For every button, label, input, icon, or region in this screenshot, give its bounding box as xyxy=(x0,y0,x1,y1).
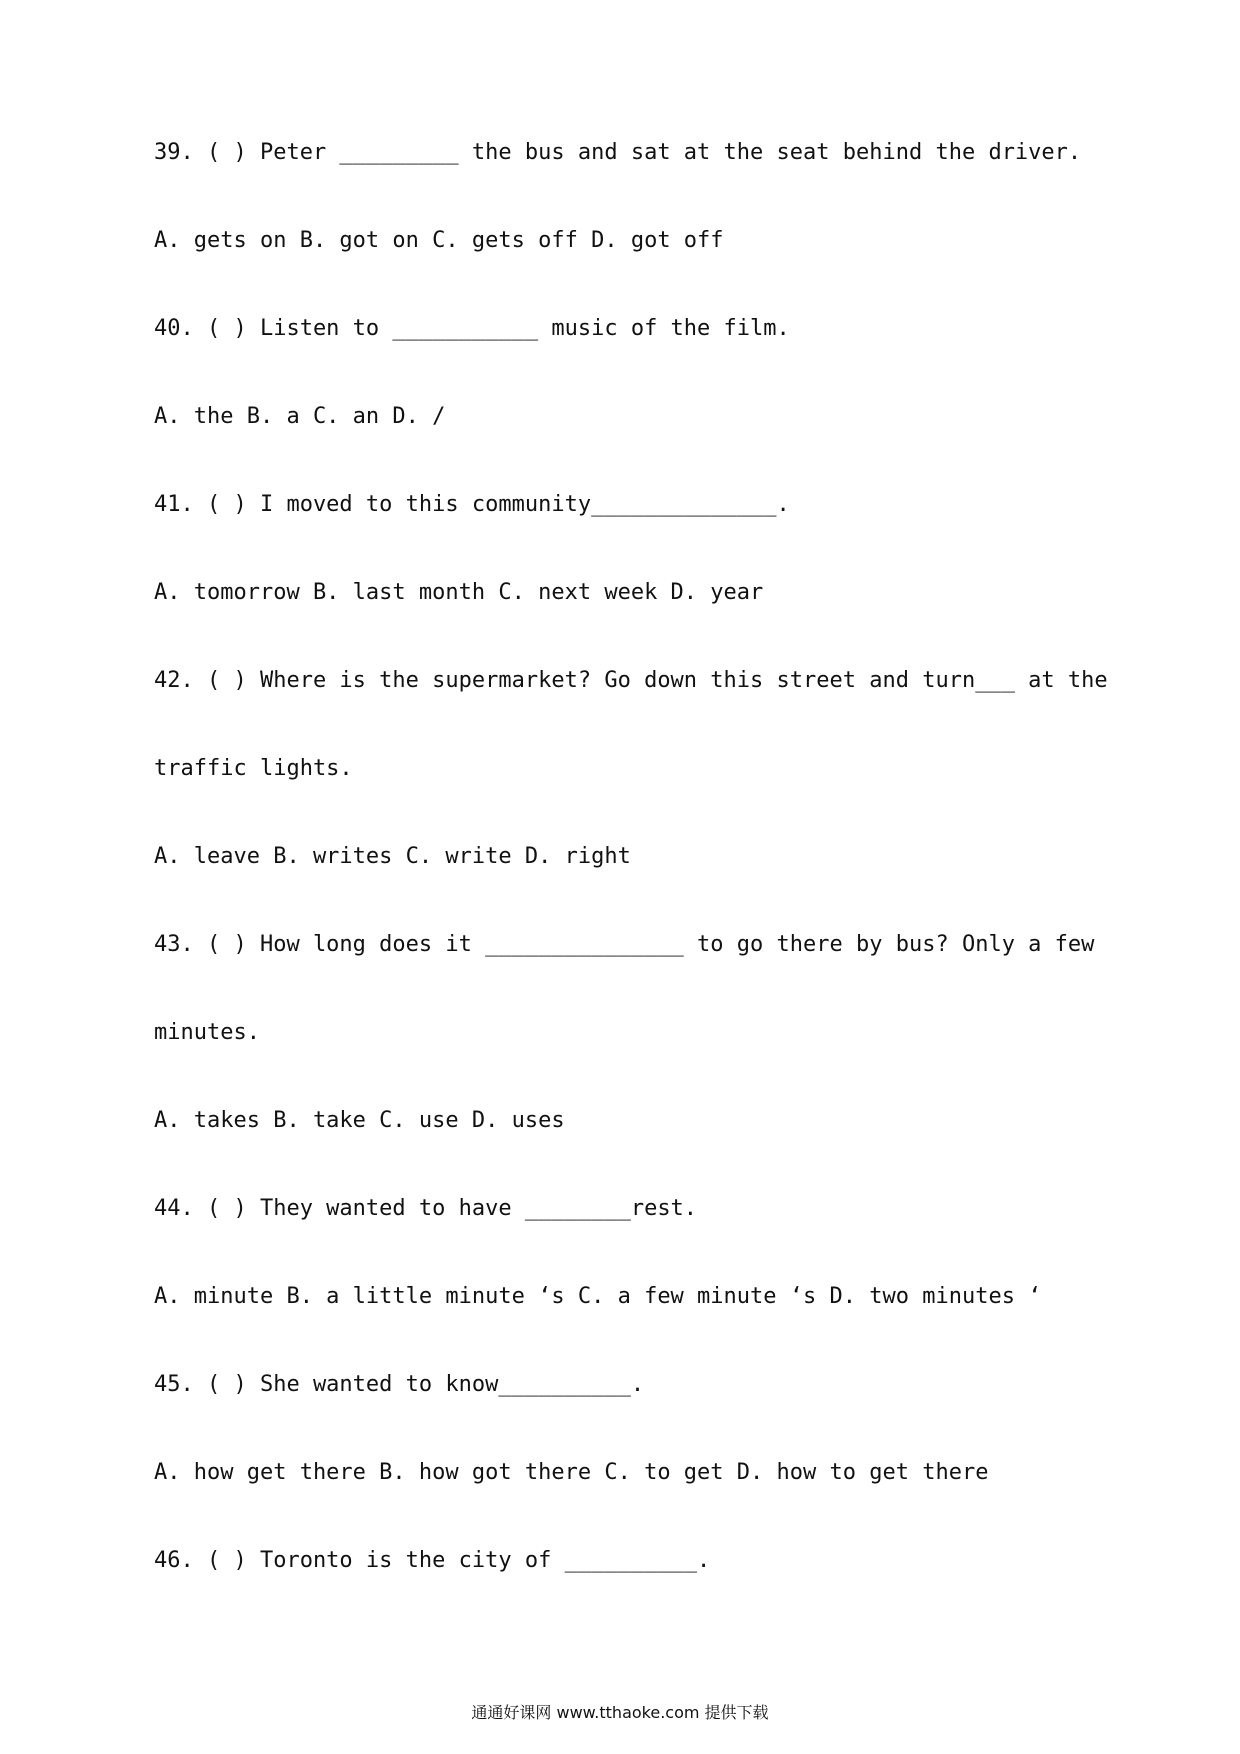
options-42: A. leave B. writes C. write D. right xyxy=(154,844,631,869)
question-42: 42. ( ) Where is the supermarket? Go down this street and turn___ at the xyxy=(154,668,1108,693)
question-41: 41. ( ) I moved to this community______________. xyxy=(154,492,790,517)
question-44: 44. ( ) They wanted to have ________rest. xyxy=(154,1196,698,1221)
question-46: 46. ( ) Toronto is the city of __________. xyxy=(154,1548,711,1573)
options-44: A. minute B. a little minute ‘s C. a few minute ‘s D. two minutes ‘ xyxy=(154,1284,1042,1309)
options-39: A. gets on B. got on C. gets off D. got off xyxy=(154,228,724,253)
page-footer: 通通好课网 www.tthaoke.com 提供下载 xyxy=(471,1703,769,1722)
options-43: A. takes B. take C. use D. uses xyxy=(154,1108,565,1133)
options-45: A. how get there B. how got there C. to get D. how to get there xyxy=(154,1460,989,1485)
options-40: A. the B. a C. an D. / xyxy=(154,404,446,429)
options-41: A. tomorrow B. last month C. next week D. year xyxy=(154,580,764,605)
question-39: 39. ( ) Peter _________ the bus and sat at the seat behind the driver. xyxy=(154,140,1082,165)
question-42-continued: traffic lights. xyxy=(154,756,353,781)
question-40: 40. ( ) Listen to ___________ music of the film. xyxy=(154,316,790,341)
question-43: 43. ( ) How long does it _______________ to go there by bus? Only a few xyxy=(154,932,1095,957)
question-45: 45. ( ) She wanted to know__________. xyxy=(154,1372,645,1397)
question-43-continued: minutes. xyxy=(154,1020,260,1045)
